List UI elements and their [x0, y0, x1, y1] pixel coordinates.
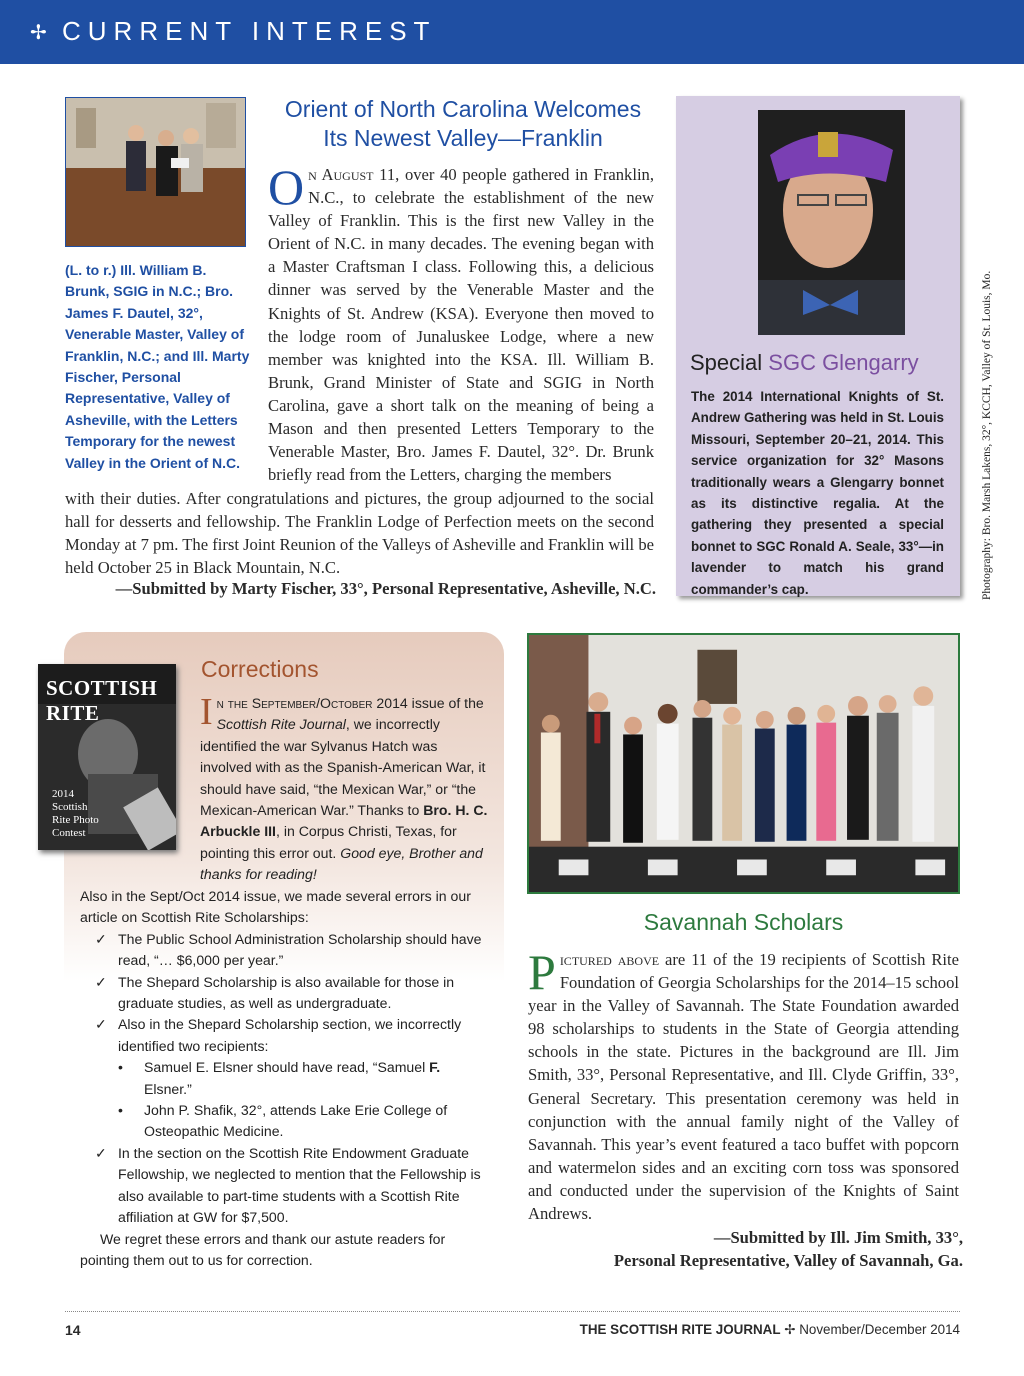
sub-list-item	[80, 1100, 490, 1143]
sidebar-title	[690, 350, 919, 376]
section-header	[0, 0, 1024, 64]
corrected-initial: F.	[429, 1059, 441, 1076]
cover-contest: Scottish Rite Photo Contest	[52, 801, 99, 839]
list-item-text: Also in the Shepard Scholarship section, we incorrectly identified two recipients:	[118, 1016, 462, 1054]
journal-name: Scottish Rite Journal	[216, 716, 346, 733]
savannah-signature	[528, 1226, 963, 1272]
glengarry-portrait	[758, 110, 905, 335]
page-number: 14	[65, 1322, 81, 1338]
drop-cap: O	[268, 159, 305, 215]
list-item	[80, 972, 490, 1015]
corrections-title: Corrections	[201, 656, 319, 682]
footer-divider	[65, 1311, 960, 1312]
drop-cap: I	[200, 691, 213, 733]
list-item	[80, 929, 490, 972]
signature-line-2: Personal Representative, Valley of Savannah, Ga.	[613, 1251, 963, 1270]
lead-in: n August	[308, 165, 374, 184]
drop-cap: P	[528, 944, 556, 1000]
savannah-title: Savannah Scholars	[643, 909, 844, 935]
cross-ornament-icon: ✢	[784, 1323, 796, 1338]
cover-year	[52, 788, 107, 840]
list-item-text: In the section on the Scottish Rite Endowment Graduate Fellowship, we neglected to mention that the Fellowship is also available to part-time students with a Scottish Rite affiliation at GW for $7,500.	[118, 1144, 481, 1226]
text-run: issue of the	[407, 695, 484, 711]
photo-caption: (L. to r.) Ill. William B. Brunk, SGIG in N.C.; Bro. James F. Dautel, 32°, Venerable Master, Valley of Franklin, N.C.; and Ill. Marty Fischer, Personal Representative, Valley of Asheville, with the Letters Temporary for the newest Valley in the Orient of N.C.	[65, 262, 250, 471]
lead-in: n the September/October 2014	[216, 695, 408, 711]
article-title-line-2: Its Newest Valley—Franklin	[323, 125, 603, 151]
article-signature: —Submitted by Marty Fischer, 33°, Personal Representative, Asheville, N.C.	[115, 579, 656, 598]
issue-date: November/December 2014	[799, 1322, 960, 1337]
photo-credit: Photography: Bro. Marsh Lakens, 32°, KCCH, Valley of St. Louis, Mo.	[981, 270, 993, 600]
cross-ornament-icon: ✢	[30, 20, 47, 44]
checkmark-icon: ✓	[95, 1016, 107, 1033]
checkmark-icon: ✓	[95, 930, 107, 947]
savannah-text: are 11 of the 19 recipients of Scottish Rite Foundation of Georgia Scholarships for the 2014–15 school year in the Valley of Savannah. The State Foundation awarded 98 scholarships to students in the State of Georgia attending schools in the state. Pictures in the background are Ill. Jim Smith, 33°, Personal Representative, and Ill. Clyde Griffin, 33°, General Secretary. This presentation ceremony was held in conjunction with the annual family night of the Valley of Savannah. This year’s event featured a taco buffet with popcorn and watermelon sides and an exciting corn toss was sponsored and conducted under the supervision of the Knights of Saint Andrews.	[528, 950, 959, 1224]
list-intro: Also in the Sept/Oct 2014 issue, we made several errors in our article on Scottish Rite Scholarships:	[80, 888, 471, 926]
running-footer	[500, 1322, 960, 1338]
bullet-icon: •	[118, 1059, 123, 1076]
text-run: , we incorrectly identified the war Sylvanus Hatch was involved with as the Spanish-American War, it should have said, “the Mexican War,” or “the Mexican-American War.” Thanks to	[200, 716, 486, 819]
text-run: , in Corpus Christi, Texas, for pointing this error out.	[200, 823, 457, 861]
signature-line-1: —Submitted by Ill. Jim Smith, 33°,	[713, 1228, 963, 1247]
list-item-text: Samuel E. Elsner should have read, “Samuel	[144, 1059, 430, 1076]
article-body-continued: with their duties. After congratulations and pictures, the group adjourned to the social hall for desserts and fellowship. The Franklin Lodge of Perfection meets on the second Monday at 7 pm. The first Joint Reunion of the Valleys of Asheville and Franklin will be held October 25 in Black Mountain, N.C.	[65, 489, 654, 578]
checkmark-icon: ✓	[95, 1144, 107, 1161]
closing-note: We regret these errors and thank our astute readers for pointing them out to us for correction.	[80, 1230, 446, 1268]
list-item-text: Elsner.”	[144, 1080, 192, 1097]
cover-masthead: SCOTTISH RITE	[46, 676, 158, 725]
list-item-text: The Public School Administration Scholarship should have read, “… $6,000 per year.”	[118, 930, 482, 969]
article-text-column: 11, over 40 people gathered in Franklin, N.C., to celebrate the establishment of the new Valley of Franklin. This is the first new Valley in the Orient of N.C. in many decades. The evening began with a Master Craftsman I class. Following this, a delicious dinner was served by the Venerable Master and the Knights of St. Andrew (KSA). Everyone then moved to the lodge room of Junaluskee Lodge, where a new member was knighted into the KSA. Ill. William B. Brunk, Grand Minister of State and SGIG in North Carolina, gave a short talk on the meaning of being a Mason and then presented Letters Temporary to the Venerable Master, Bro. James F. Dautel, 32°. Dr. Brunk briefly read from the Letters, charging the members	[268, 165, 654, 485]
journal-title: THE SCOTTISH RITE JOURNAL	[579, 1322, 781, 1337]
savannah-scholars-photo	[527, 633, 960, 894]
sub-list-item	[80, 1057, 490, 1100]
article-body	[268, 159, 654, 486]
lead-in: ictured above	[559, 950, 660, 969]
sidebar-text: The 2014 International Knights of St. Andrew Gathering was held in St. Louis Missouri, September 20–21, 2014. This service organization for 32° Masons traditionally wears a Glengarry bonnet as its distinctive regalia. At the gathering they presented a special bonnet to SGC Ronald A. Seale, 33°—in lavender to match his grand commander’s cap.	[691, 389, 944, 597]
article-title-line-1: Orient of North Carolina Welcomes	[284, 96, 642, 122]
list-item-text: John P. Shafik, 32°, attends Lake Erie College of Osteopathic Medicine.	[144, 1102, 448, 1140]
sidebar-title-plain: Special	[690, 350, 769, 375]
cover-year-text: 2014	[52, 788, 74, 800]
list-item	[80, 1014, 490, 1057]
list-item-text: The Shepard Scholarship is also available for those in graduate studies, as well as undergraduate.	[118, 973, 455, 1012]
checkmark-icon: ✓	[95, 973, 107, 990]
corrections-list	[80, 886, 490, 1271]
thanks-note: Good eye, Brother and thanks for reading!	[200, 844, 483, 883]
article-title	[268, 95, 658, 153]
corrections-lead-paragraph	[200, 693, 490, 886]
section-title: CURRENT INTEREST	[62, 16, 437, 46]
bullet-icon: •	[118, 1102, 123, 1119]
list-item	[80, 1143, 490, 1229]
magazine-cover	[38, 664, 176, 850]
franklin-photo	[65, 97, 246, 247]
reader-name: Bro. H. C. Arbuckle III	[200, 802, 488, 840]
savannah-body	[528, 944, 959, 1225]
sidebar-title-accent: SGC Glengarry	[768, 350, 919, 375]
